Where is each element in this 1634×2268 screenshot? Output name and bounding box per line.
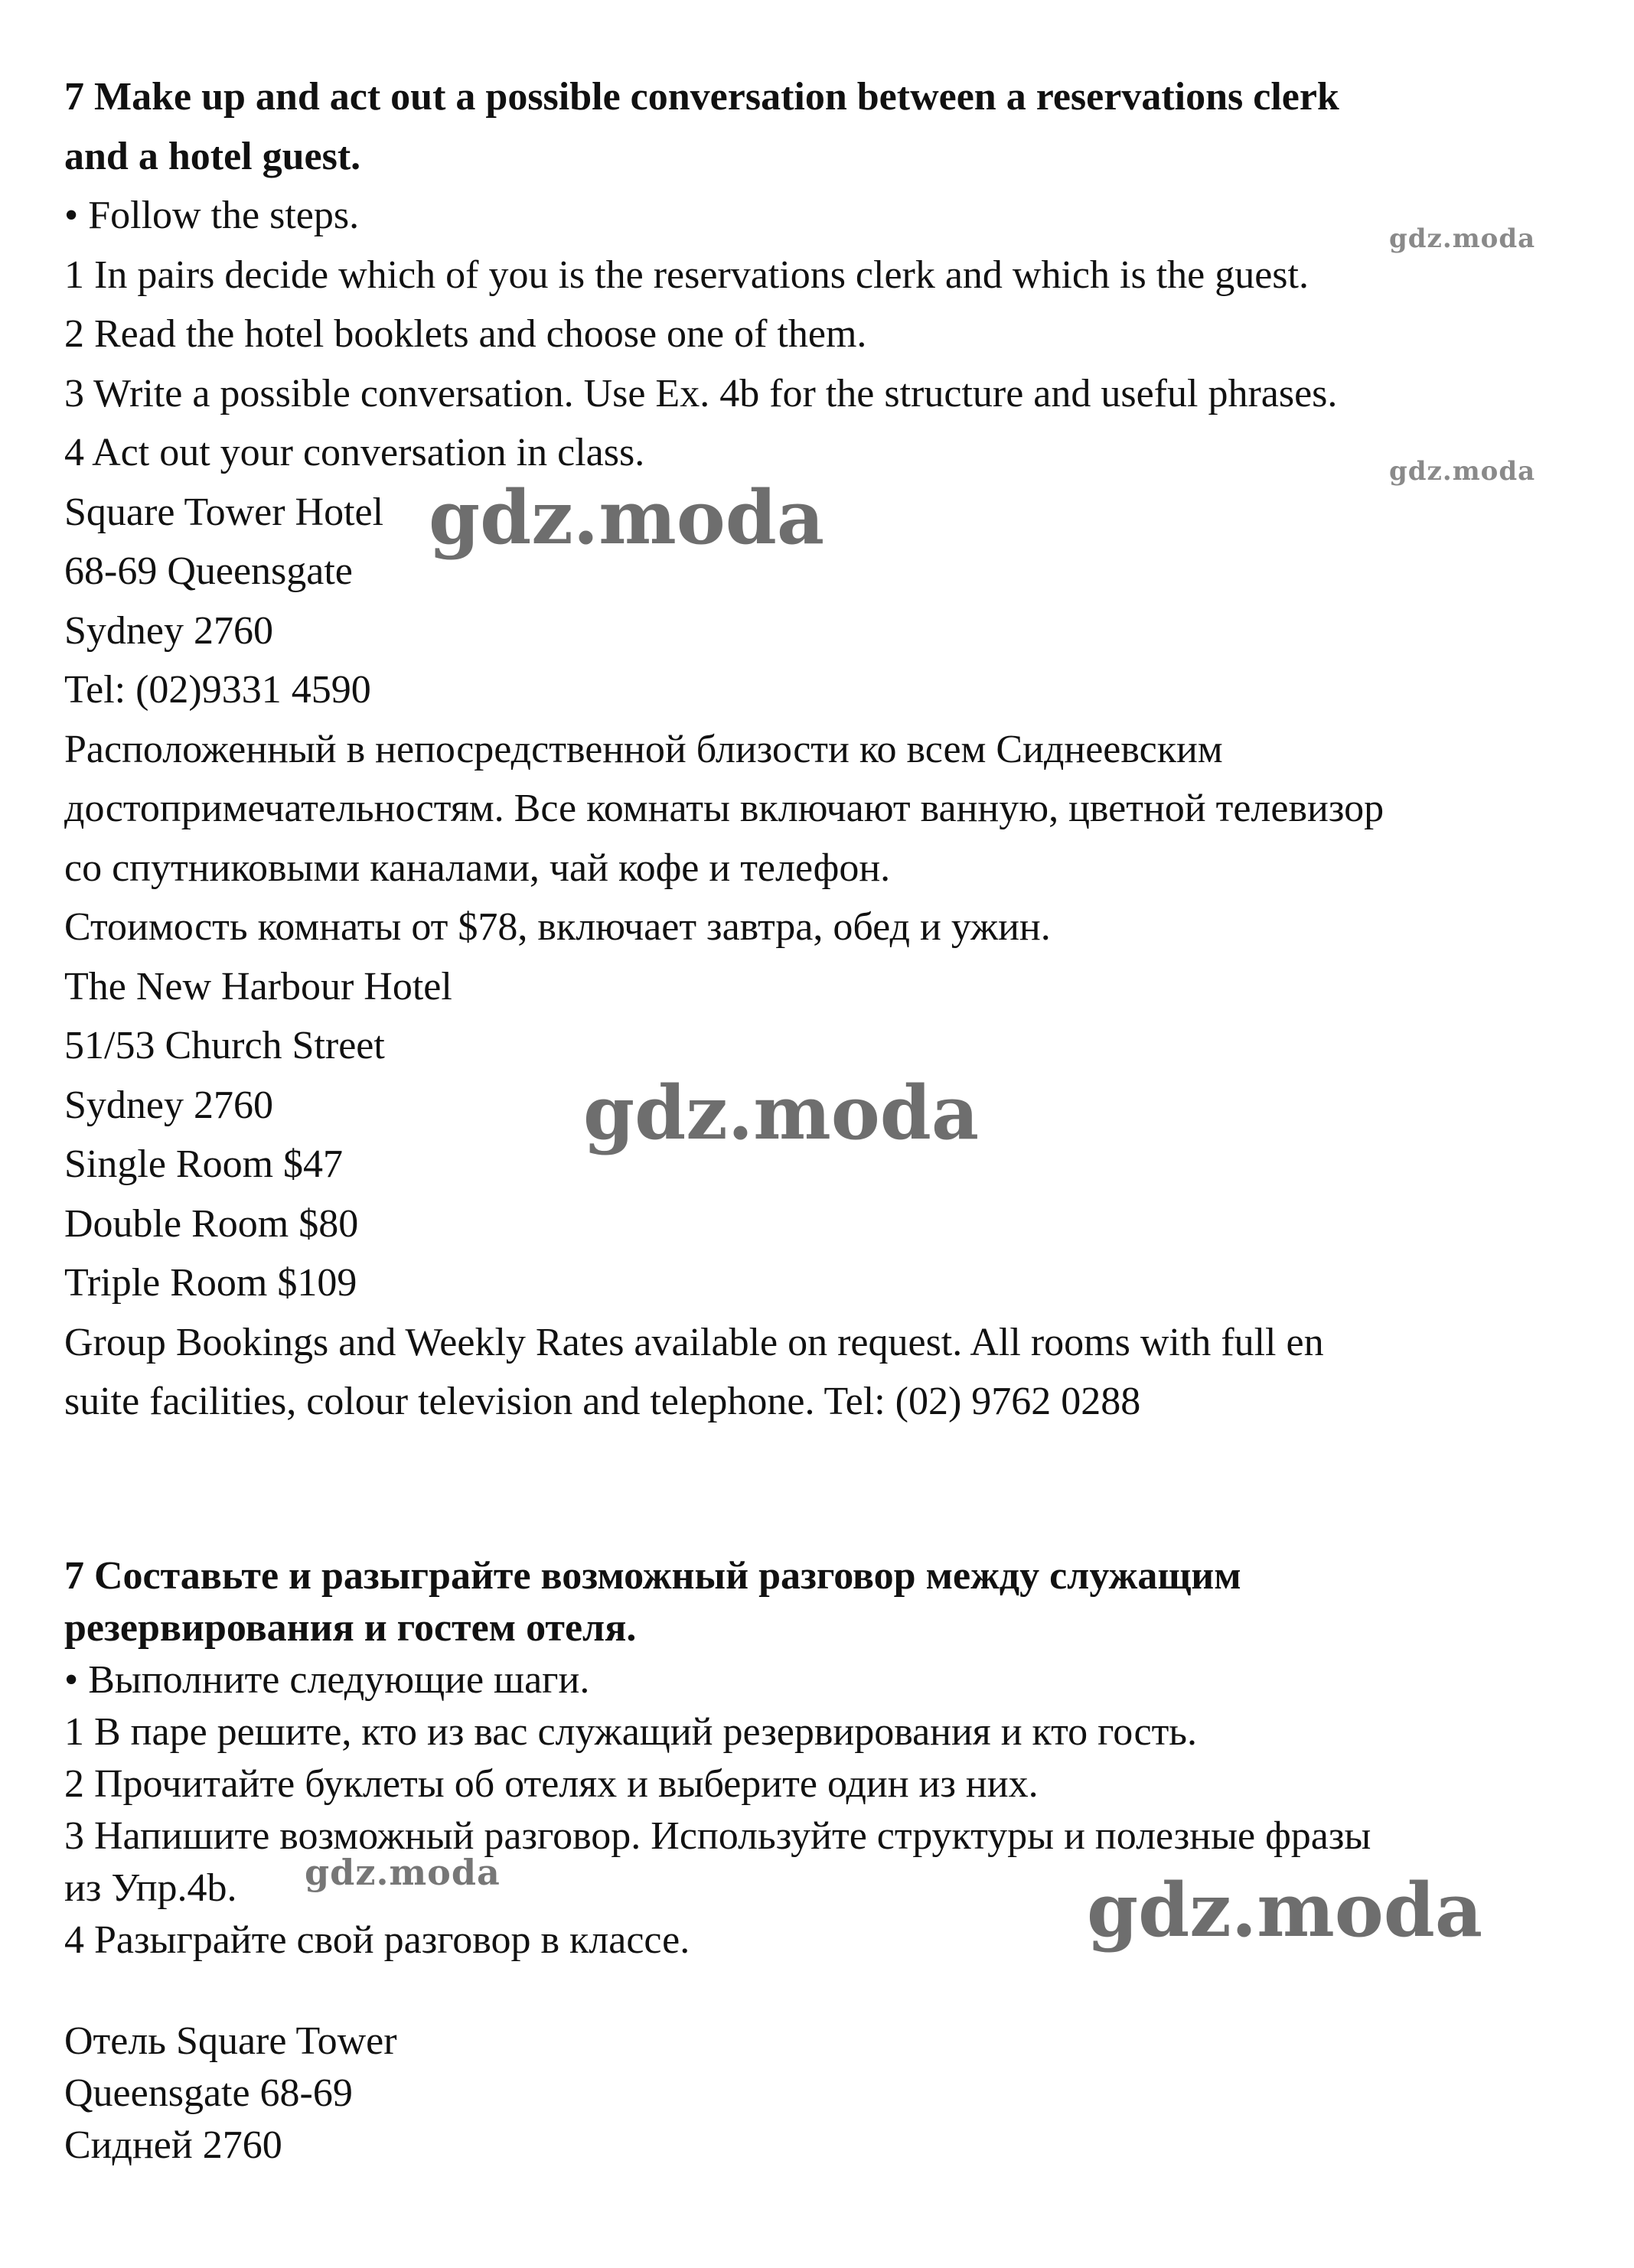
watermark: gdz.moda: [1389, 223, 1536, 254]
hotel2-single-room: Single Room $47: [64, 1142, 344, 1186]
hotel1-description-1: Расположенный в непосредственной близости ко всем Сиднеевским: [64, 727, 1223, 771]
exercise-intro: • Follow the steps.: [64, 194, 360, 237]
step-4: 4 Act out your conversation in class.: [64, 431, 645, 474]
hotel1-address: 68-69 Queensgate: [64, 549, 353, 593]
ru-step-3: 3 Напишите возможный разговор. Используйте структуры и полезные фразы: [64, 1813, 1371, 1858]
hotel2-description-1: Group Bookings and Weekly Rates available on request. All rooms with full en: [64, 1320, 1324, 1364]
hotel1-name: Square Tower Hotel: [64, 490, 384, 534]
step-3: 3 Write a possible conversation. Use Ex. 4b for the structure and useful phrases.: [64, 371, 1338, 415]
ru-hotel1-address: Queensgate 68-69: [64, 2071, 353, 2115]
hotel1-city: Sydney 2760: [64, 608, 273, 653]
ru-intro: • Выполните следующие шаги.: [64, 1657, 590, 1702]
watermark: gdz.moda: [429, 474, 825, 561]
hotel2-name: The New Harbour Hotel: [64, 964, 452, 1009]
hotel2-address: 51/53 Church Street: [64, 1024, 385, 1067]
step-1: 1 In pairs decide which of you is the reservations clerk and which is the guest.: [64, 253, 1309, 297]
russian-section: [64, 1550, 1595, 2172]
hotel2-triple-room: Triple Room $109: [64, 1261, 357, 1305]
ru-hotel1-city: Сидней 2760: [64, 2123, 282, 2167]
ru-step-2: 2 Прочитайте буклеты об отелях и выберите один из них.: [64, 1761, 1039, 1806]
ru-step-4: 4 Разыграйте свой разговор в классе.: [64, 1918, 690, 1962]
ru-heading-line-2: резервирования и гостем отеля.: [64, 1605, 637, 1650]
step-2: 2 Read the hotel booklets and choose one of them.: [64, 312, 867, 356]
hotel1-description-2: достопримечательностям. Все комнаты включают ванную, цветной телевизор: [64, 787, 1384, 830]
ru-heading-line-1: 7 Составьте и разыграйте возможный разговор между служащим: [64, 1553, 1241, 1598]
section-gap: [64, 1432, 1595, 1550]
ru-gap: [64, 1967, 1595, 2015]
hotel1-phone: Tel: (02)9331 4590: [64, 668, 371, 712]
exercise-heading-line-2: and a hotel guest.: [64, 134, 361, 178]
watermark: gdz.moda: [1087, 1867, 1483, 1954]
ru-step-3-cont: из Упр.4b.: [64, 1866, 237, 1910]
watermark: gdz.moda: [583, 1070, 980, 1156]
hotel1-description-3: со спутниковыми каналами, чай кофе и телефон.: [64, 846, 891, 890]
ru-hotel1-name: Отель Square Tower: [64, 2019, 397, 2063]
watermark: gdz.moda: [1389, 456, 1536, 487]
exercise-heading-line-1: 7 Make up and act out a possible conversation between a reservations clerk: [64, 75, 1339, 119]
ru-step-1: 1 В паре решите, кто из вас служащий резервирования и кто гость.: [64, 1709, 1198, 1754]
watermark: gdz.moda: [305, 1852, 501, 1893]
hotel2-description-2: suite facilities, colour television and telephone. Tel: (02) 9762 0288: [64, 1380, 1141, 1423]
hotel2-city: Sydney 2760: [64, 1083, 273, 1127]
hotel2-double-room: Double Room $80: [64, 1201, 359, 1246]
hotel1-price: Стоимость комнаты от $78, включает завтра, обед и ужин.: [64, 905, 1051, 949]
